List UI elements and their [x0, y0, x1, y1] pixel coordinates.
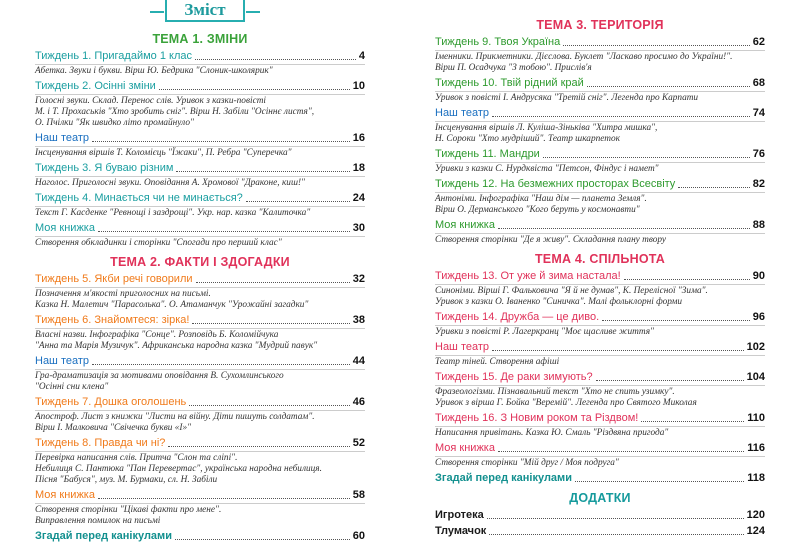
page-number: 62: [752, 36, 765, 48]
entry-desc: Створення сторінки "Мій друг / Моя подруга": [435, 456, 765, 469]
tema2-heading: ТЕМА 2. ФАКТИ І ЗДОГАДКИ: [110, 255, 290, 269]
page-number: 116: [747, 442, 765, 454]
entry-title: Наш театр: [35, 355, 90, 367]
page-title: Зміст: [165, 0, 245, 22]
toc-entry[interactable]: [435, 270, 765, 308]
entry-desc: Перевірка написання слів. Притча "Слон та сліпі". Небилиця С. Пантюка "Пан Перевертас", українська народна небилиця. Пісня "Бабуся", муз. М. Бурмаки, сл. Н. Забіли: [35, 451, 365, 486]
entry-title: Тиждень 2. Осінні зміни: [35, 80, 156, 92]
entry-desc: Створення сторінки "Де я живу". Складання плану твору: [435, 233, 765, 246]
page-number: 118: [747, 472, 765, 484]
entry-title: Тиждень 9. Твоя Україна: [435, 36, 561, 48]
entry-desc: Уривки з казки С. Нурдквіста "Петсон, Фіндус і намет": [435, 162, 765, 175]
entry-desc: Гра-драматизація за мотивами оповідання В. Сухомлинського "Осінні сни клена": [35, 369, 365, 393]
page-number: 46: [352, 396, 365, 408]
page-number: 10: [352, 80, 365, 92]
entry-desc: Фразеологізми. Пізнавальний текст "Хто не спить узимку". Уривок з вірша Г. Бойка "Веремій". Легенда про Святого Миколая: [435, 385, 765, 409]
page-number: 110: [747, 412, 765, 424]
entry-title: Моя книжка: [435, 442, 495, 454]
entry-title: Наш театр: [35, 132, 90, 144]
entry-title: Тиждень 10. Твій рідний край: [435, 77, 584, 89]
toc-entry[interactable]: [435, 371, 765, 409]
page-number: 60: [352, 530, 365, 542]
toc-entry[interactable]: [35, 314, 365, 352]
toc-entry[interactable]: [35, 437, 365, 486]
toc-entry[interactable]: [35, 132, 365, 159]
entry-title: Згадай перед канікулами: [35, 530, 172, 542]
entry-title: Тиждень 3. Я буваю різним: [35, 162, 174, 174]
entry-title: Тиждень 15. Де раки зимують?: [435, 371, 593, 383]
entry-title: Наш театр: [435, 341, 490, 353]
tema4-heading: ТЕМА 4. СПІЛЬНОТА: [534, 252, 666, 266]
page-number: 90: [752, 270, 765, 282]
tema3-heading: ТЕМА 3. ТЕРИТОРІЯ: [536, 18, 664, 32]
toc-entry[interactable]: [35, 530, 365, 543]
entry-title: Моя книжка: [35, 489, 95, 501]
toc-entry[interactable]: [35, 489, 365, 527]
page-number: 82: [752, 178, 765, 190]
page-number: 16: [352, 132, 365, 144]
entry-title: Моя книжка: [435, 219, 495, 231]
page-number: 104: [746, 371, 765, 383]
entry-title: Тиждень 12. На безмежних просторах Всесвіту: [435, 178, 676, 190]
right-column: [435, 18, 765, 541]
page-number: 74: [752, 107, 765, 119]
entry-title: Тиждень 16. З Новим роком та Різдвом!: [435, 412, 639, 424]
entry-desc: Голосні звуки. Склад. Перенос слів. Уривок з казки-повісті М. і Т. Прохаськів "Хто зробить сніг". Вірш Н. Забіли "Осіннє листя", О. Пчілки "Як швидко літо промайнуло": [35, 94, 365, 129]
entry-title: Игротека: [435, 509, 484, 521]
entry-title: Тлумачок: [435, 525, 487, 537]
toc-entry[interactable]: [35, 50, 365, 77]
toc-entry[interactable]: [435, 219, 765, 246]
toc-entry[interactable]: [35, 162, 365, 189]
page-number: 96: [752, 311, 765, 323]
page-number: 124: [746, 525, 765, 537]
toc-entry[interactable]: [435, 341, 765, 368]
toc-entry[interactable]: [435, 178, 765, 216]
entry-title: Тиждень 14. Дружба — це диво.: [435, 311, 600, 323]
page-number: 88: [752, 219, 765, 231]
page-number: 58: [352, 489, 365, 501]
entry-title: Тиждень 13. От уже й зима настала!: [435, 270, 621, 282]
tema1-heading: ТЕМА 1. ЗМІНИ: [152, 32, 248, 46]
toc-entry[interactable]: [35, 273, 365, 311]
title-deco-right: [246, 11, 260, 13]
entry-desc: Уривки з повісті Р. Лагеркранц "Моє щасливе життя": [435, 325, 765, 338]
toc-entry[interactable]: [435, 107, 765, 145]
entry-desc: Позначення м'якості приголосних на письмі. Казка Н. Малетич "Парасолька". О. Атаманчук "Урожайні загадки": [35, 287, 365, 311]
page-number: 18: [352, 162, 365, 174]
entry-desc: Створення обкладинки і сторінки "Спогади про перший клас": [35, 236, 365, 249]
toc-entry[interactable]: [35, 80, 365, 129]
entry-desc: Написання привітань. Казка Ю. Смаль "Різдвяна пригода": [435, 426, 765, 439]
page-number: 44: [352, 355, 365, 367]
entry-desc: Наголос. Приголосні звуки. Оповідання А. Хромової "Драконе, киш!": [35, 176, 365, 189]
toc-entry[interactable]: [35, 222, 365, 249]
toc-entry[interactable]: [435, 442, 765, 469]
page-number: 102: [746, 341, 765, 353]
toc-entry[interactable]: [435, 311, 765, 338]
entry-title: Тиждень 1. Пригадаймо 1 клас: [35, 50, 192, 62]
entry-title: Тиждень 6. Знайомтеся: зірка!: [35, 314, 190, 326]
page-number: 68: [752, 77, 765, 89]
appendix-heading: ДОДАТКИ: [569, 491, 631, 505]
toc-entry[interactable]: [435, 412, 765, 439]
entry-desc: Іменники. Прикметники. Дієслова. Буклет "Ласкаво просимо до України!". Вірш П. Осадчука "З тобою". Прислів'я: [435, 50, 765, 74]
page-number: 30: [352, 222, 365, 234]
page-number: 76: [752, 148, 765, 160]
toc-entry[interactable]: [435, 148, 765, 175]
page-number: 38: [352, 314, 365, 326]
entry-title: Тиждень 8. Правда чи ні?: [35, 437, 166, 449]
page-number: 52: [352, 437, 365, 449]
toc-entry[interactable]: [435, 525, 765, 538]
toc-entry[interactable]: [435, 77, 765, 104]
toc-entry[interactable]: [435, 472, 765, 485]
page-number: 24: [352, 192, 365, 204]
entry-title: Тиждень 5. Якби речі говорили: [35, 273, 193, 285]
entry-desc: Синоніми. Вірші Г. Фальковича "Я й не думав", К. Перелісної "Зима". Уривок з казки О. Іваненко "Синичка". Малі фольклорні форми: [435, 284, 765, 308]
entry-title: Тиждень 11. Мандри: [435, 148, 540, 160]
page-number: 120: [746, 509, 765, 521]
entry-title: Моя книжка: [35, 222, 95, 234]
entry-desc: Апостроф. Лист з книжки "Листи на війну. Діти пишуть солдатам". Вірш І. Малковича "Свічечка букви «І»": [35, 410, 365, 434]
toc-entry[interactable]: [435, 36, 765, 74]
entry-desc: Інсценування віршів Т. Коломієць "Їжаки", П. Ребра "Суперечка": [35, 146, 365, 159]
entry-desc: Текст Г. Касденке "Ревнощі і заздрощі". Укр. нар. казка "Калиточка": [35, 206, 365, 219]
entry-desc: Абетка. Звуки і букви. Вірш Ю. Бедрика "Слоник-школярик": [35, 64, 365, 77]
page-number: 32: [352, 273, 365, 285]
entry-title: Тиждень 4. Минається чи не минається?: [35, 192, 243, 204]
entry-desc: Антоніми. Інфографіка "Наш дім — планета Земля". Вірш О. Дерманського "Кого беруть у космонавти": [435, 192, 765, 216]
entry-desc: Інсценування віршів Л. Куліша-Зіньківа "Хитра мишка", Н. Сороки "Хто мудріший". Театр шкарпеток: [435, 121, 765, 145]
right-page: [400, 0, 800, 560]
title-deco-left: [150, 11, 164, 13]
entry-title: Тиждень 7. Дошка оголошень: [35, 396, 187, 408]
entry-title: Згадай перед канікулами: [435, 472, 572, 484]
entry-desc: Театр тіней. Створення афіші: [435, 355, 765, 368]
toc-entry[interactable]: [435, 509, 765, 522]
entry-title: Наш театр: [435, 107, 490, 119]
toc-entry[interactable]: [35, 396, 365, 434]
entry-desc: Створення сторінки "Цікаві факти про мене". Виправлення помилок на письмі: [35, 503, 365, 527]
page-number: 4: [358, 50, 365, 62]
left-column: [35, 32, 365, 546]
toc-entry[interactable]: [35, 192, 365, 219]
entry-desc: Власні назви. Інфографіка "Сонце". Розповідь Б. Коломійчука "Анна та Марія Музичук". Африканська народна казка "Мудрий павук": [35, 328, 365, 352]
entry-desc: Уривок з повісті І. Андрусяка "Третій сніг". Легенда про Карпати: [435, 91, 765, 104]
toc-entry[interactable]: [35, 355, 365, 393]
